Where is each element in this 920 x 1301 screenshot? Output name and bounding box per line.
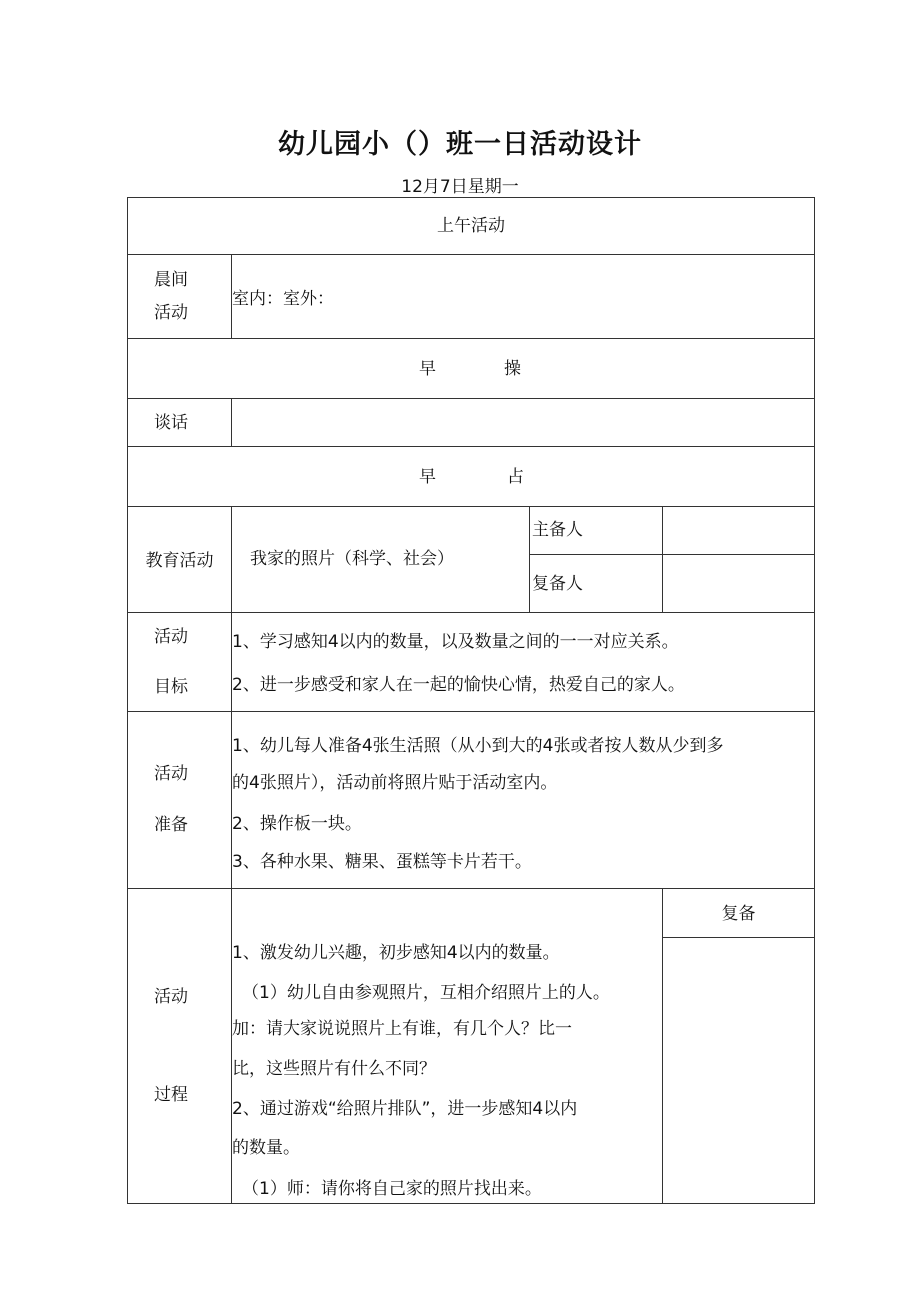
process-line: 的数量。 bbox=[232, 1138, 300, 1158]
date-line: 12月7日星期一 bbox=[401, 177, 519, 197]
process-label-1: 活动 bbox=[154, 987, 188, 1007]
goals-label-2: 目标 bbox=[154, 677, 188, 697]
exercise-left: 早 bbox=[419, 359, 436, 379]
reviewer-label: 复备人 bbox=[532, 574, 583, 594]
process-label-2: 过程 bbox=[154, 1085, 188, 1105]
lead-value-cell[interactable] bbox=[662, 506, 815, 555]
talk-label: 谈话 bbox=[154, 413, 188, 433]
exercise-cell bbox=[127, 338, 815, 399]
process-label-cell bbox=[127, 888, 232, 1204]
preparation-label-1: 活动 bbox=[154, 764, 188, 784]
goal-item: 1、学习感知4以内的数量，以及数量之间的一一对应关系。 bbox=[232, 632, 679, 652]
exercise-right: 操 bbox=[504, 359, 521, 379]
process-line: 1、激发幼儿兴趣，初步感知4以内的数量。 bbox=[232, 943, 560, 963]
goals-label-1: 活动 bbox=[154, 627, 188, 647]
preparation-line: 1、幼儿每人准备4张生活照（从小到大的4张或者按人数从少到多 bbox=[232, 736, 724, 756]
page-title: 幼儿园小（）班一日活动设计 bbox=[278, 129, 642, 160]
preparation-label-2: 准备 bbox=[154, 815, 188, 835]
process-line: （1）幼儿自由参观照片，互相介绍照片上的人。 bbox=[242, 983, 610, 1003]
preparation-line: 3、各种水果、糖果、蛋糕等卡片若干。 bbox=[232, 852, 532, 872]
morning-activity-label-cell bbox=[127, 254, 232, 339]
morning-activity-label-1: 晨间 bbox=[154, 270, 188, 290]
talk-content-cell[interactable] bbox=[231, 398, 815, 447]
checkin-left: 早 bbox=[419, 467, 436, 487]
review-notes-cell[interactable] bbox=[662, 937, 815, 1204]
goals-content-cell bbox=[231, 612, 815, 712]
morning-activity-content: 室内：室外： bbox=[232, 289, 334, 309]
lead-label: 主备人 bbox=[532, 520, 583, 540]
process-line: 加：请大家说说照片上有谁，有几个人？比一 bbox=[232, 1019, 572, 1039]
review-header: 复备 bbox=[721, 904, 756, 924]
reviewer-value-cell[interactable] bbox=[662, 554, 815, 613]
morning-header: 上午活动 bbox=[437, 216, 505, 236]
preparation-line: 的4张照片），活动前将照片贴于活动室内。 bbox=[232, 773, 558, 793]
process-line: （1）师：请你将自己家的照片找出来。 bbox=[242, 1179, 542, 1199]
goal-item: 2、进一步感受和家人在一起的愉快心情，热爱自己的家人。 bbox=[232, 675, 685, 695]
preparation-label-cell bbox=[127, 711, 232, 889]
process-line: 2、通过游戏“给照片排队”，进一步感知4以内 bbox=[232, 1099, 578, 1119]
education-title: 我家的照片（科学、社会） bbox=[250, 549, 454, 569]
preparation-line: 2、操作板一块。 bbox=[232, 814, 362, 834]
process-line: 比，这些照片有什么不同？ bbox=[232, 1059, 436, 1079]
morning-activity-label-2: 活动 bbox=[154, 303, 188, 323]
checkin-cell bbox=[127, 446, 815, 507]
education-label: 教育活动 bbox=[145, 551, 214, 571]
checkin-right: 占 bbox=[507, 467, 524, 487]
